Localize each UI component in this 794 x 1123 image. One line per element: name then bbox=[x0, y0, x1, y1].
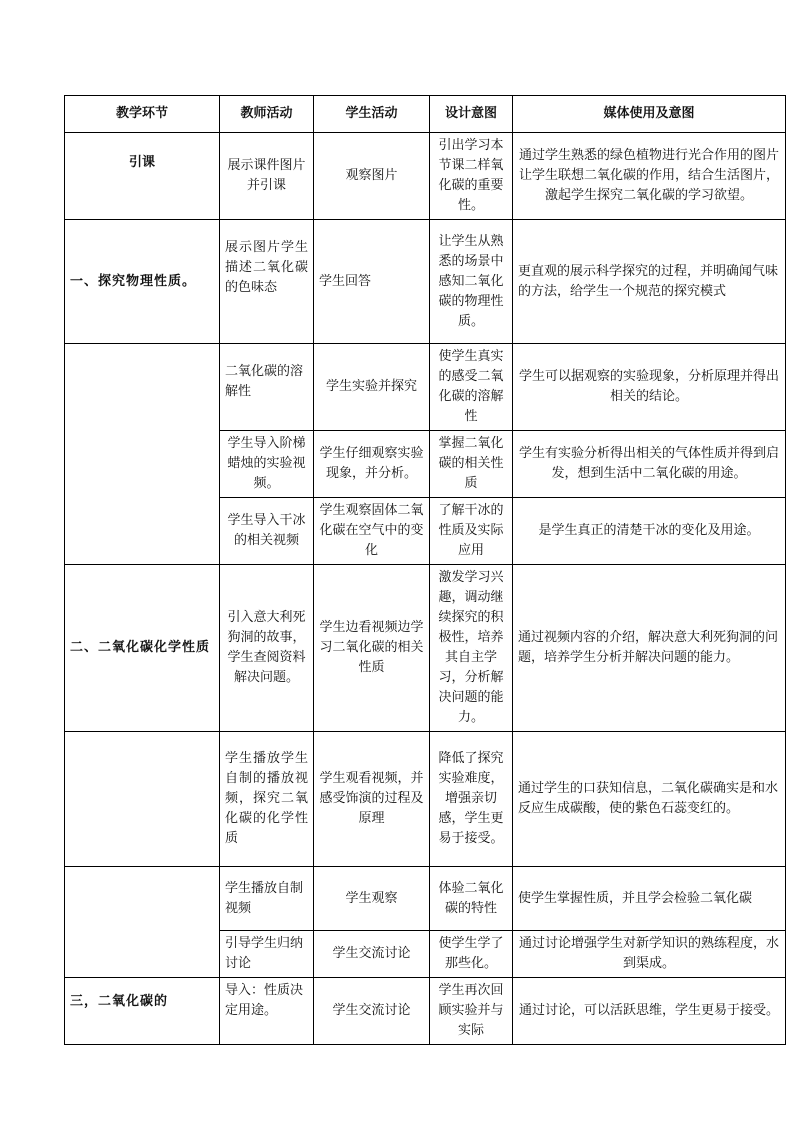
header-media-intent: 媒体使用及意图 bbox=[513, 96, 786, 133]
design-intent-cell: 激发学习兴趣，调动继续探究的积极性，培养其自主学习，分析解决问题的能力。 bbox=[430, 565, 513, 732]
design-intent-cell: 让学生从熟悉的场景中感知二氧化碳的物理性质。 bbox=[430, 220, 513, 344]
header-stage: 教学环节 bbox=[65, 96, 220, 133]
teacher-activity-cell: 学生播放自制视频 bbox=[220, 867, 314, 931]
media-intent-cell: 更直观的展示科学探究的过程，并明确闻气味的方法，给学生一个规范的探究模式 bbox=[513, 220, 786, 344]
header-student-activity: 学生活动 bbox=[314, 96, 430, 133]
media-intent-cell: 学生有实验分析得出相关的气体性质并得到启发，想到生活中二氧化碳的用途。 bbox=[513, 431, 786, 498]
stage-cell: 二、二氧化碳化学性质 bbox=[65, 565, 220, 732]
student-activity-cell: 学生回答 bbox=[314, 220, 430, 344]
media-intent-cell: 使学生掌握性质，并且学会检验二氧化碳 bbox=[513, 867, 786, 931]
student-activity-cell: 学生观看视频，并感受饰演的过程及原理 bbox=[314, 732, 430, 867]
student-activity-cell: 学生仔细观察实验现象，并分析。 bbox=[314, 431, 430, 498]
stage-cell: 三，二氧化碳的 bbox=[65, 978, 220, 1045]
design-intent-cell: 体验二氧化碳的特性 bbox=[430, 867, 513, 931]
header-teacher-activity: 教师活动 bbox=[220, 96, 314, 133]
table-row bbox=[65, 978, 786, 1045]
student-activity-cell: 学生边看视频边学习二氧化碳的相关性质 bbox=[314, 565, 430, 732]
student-activity-cell: 学生交流讨论 bbox=[314, 978, 430, 1045]
student-activity-cell: 学生观察固体二氧化碳在空气中的变化 bbox=[314, 498, 430, 565]
stage-cell: 一、探究物理性质。 bbox=[65, 220, 220, 344]
media-intent-cell: 是学生真正的清楚干冰的变化及用途。 bbox=[513, 498, 786, 565]
table-row bbox=[65, 732, 786, 867]
stage-cell-empty bbox=[65, 867, 220, 978]
media-intent-cell: 通过学生的口获知信息，二氧化碳确实是和水反应生成碳酸，使的紫色石蕊变红的。 bbox=[513, 732, 786, 867]
design-intent-cell: 了解干冰的性质及实际应用 bbox=[430, 498, 513, 565]
teacher-activity-cell: 学生导入阶梯蜡烛的实验视频。 bbox=[220, 431, 314, 498]
stage-cell-empty bbox=[65, 732, 220, 867]
design-intent-cell: 学生再次回顾实验并与实际 bbox=[430, 978, 513, 1045]
design-intent-cell: 使学生真实的感受二氧化碳的溶解性 bbox=[430, 344, 513, 431]
header-row bbox=[65, 96, 786, 133]
teacher-activity-cell: 展示图片学生描述二氧化碳的色味态 bbox=[220, 220, 314, 344]
design-intent-cell: 使学生学了那些化。 bbox=[430, 931, 513, 978]
student-activity-cell: 学生观察 bbox=[314, 867, 430, 931]
stage-cell-empty bbox=[65, 344, 220, 565]
teacher-activity-cell: 引入意大利死狗洞的故事，学生查阅资料解决问题。 bbox=[220, 565, 314, 732]
table-row bbox=[65, 867, 786, 931]
table-row bbox=[65, 344, 786, 431]
teacher-activity-cell: 学生导入干冰的相关视频 bbox=[220, 498, 314, 565]
design-intent-cell: 降低了探究实验难度，增强亲切感，学生更易于接受。 bbox=[430, 732, 513, 867]
table-row bbox=[65, 565, 786, 732]
stage-cell: 引课 bbox=[65, 133, 220, 220]
media-intent-cell: 通过视频内容的介绍，解决意大利死狗洞的问题，培养学生分析并解决问题的能力。 bbox=[513, 565, 786, 732]
student-activity-cell: 学生交流讨论 bbox=[314, 931, 430, 978]
teacher-activity-cell: 导入：性质决定用途。 bbox=[220, 978, 314, 1045]
student-activity-cell: 学生实验并探究 bbox=[314, 344, 430, 431]
media-intent-cell: 通过学生熟悉的绿色植物进行光合作用的图片让学生联想二氧化碳的作用，结合生活图片，激起学生探究二氧化碳的学习欲望。 bbox=[513, 133, 786, 220]
teacher-activity-cell: 展示课件图片并引课 bbox=[220, 133, 314, 220]
teacher-activity-cell: 引导学生归纳讨论 bbox=[220, 931, 314, 978]
table-row bbox=[65, 220, 786, 344]
media-intent-cell: 通过讨论，可以活跃思维，学生更易于接受。 bbox=[513, 978, 786, 1045]
design-intent-cell: 掌握二氧化碳的相关性质 bbox=[430, 431, 513, 498]
table-row bbox=[65, 133, 786, 220]
lesson-plan-table bbox=[64, 95, 786, 1045]
student-activity-cell: 观察图片 bbox=[314, 133, 430, 220]
header-design-intent: 设计意图 bbox=[430, 96, 513, 133]
media-intent-cell: 学生可以据观察的实验现象，分析原理并得出相关的结论。 bbox=[513, 344, 786, 431]
teacher-activity-cell: 学生播放学生自制的播放视频，探究二氧化碳的化学性质 bbox=[220, 732, 314, 867]
design-intent-cell: 引出学习本节课二样氧化碳的重要性。 bbox=[430, 133, 513, 220]
teacher-activity-cell: 二氧化碳的溶解性 bbox=[220, 344, 314, 431]
media-intent-cell: 通过讨论增强学生对新学知识的熟练程度，水到渠成。 bbox=[513, 931, 786, 978]
